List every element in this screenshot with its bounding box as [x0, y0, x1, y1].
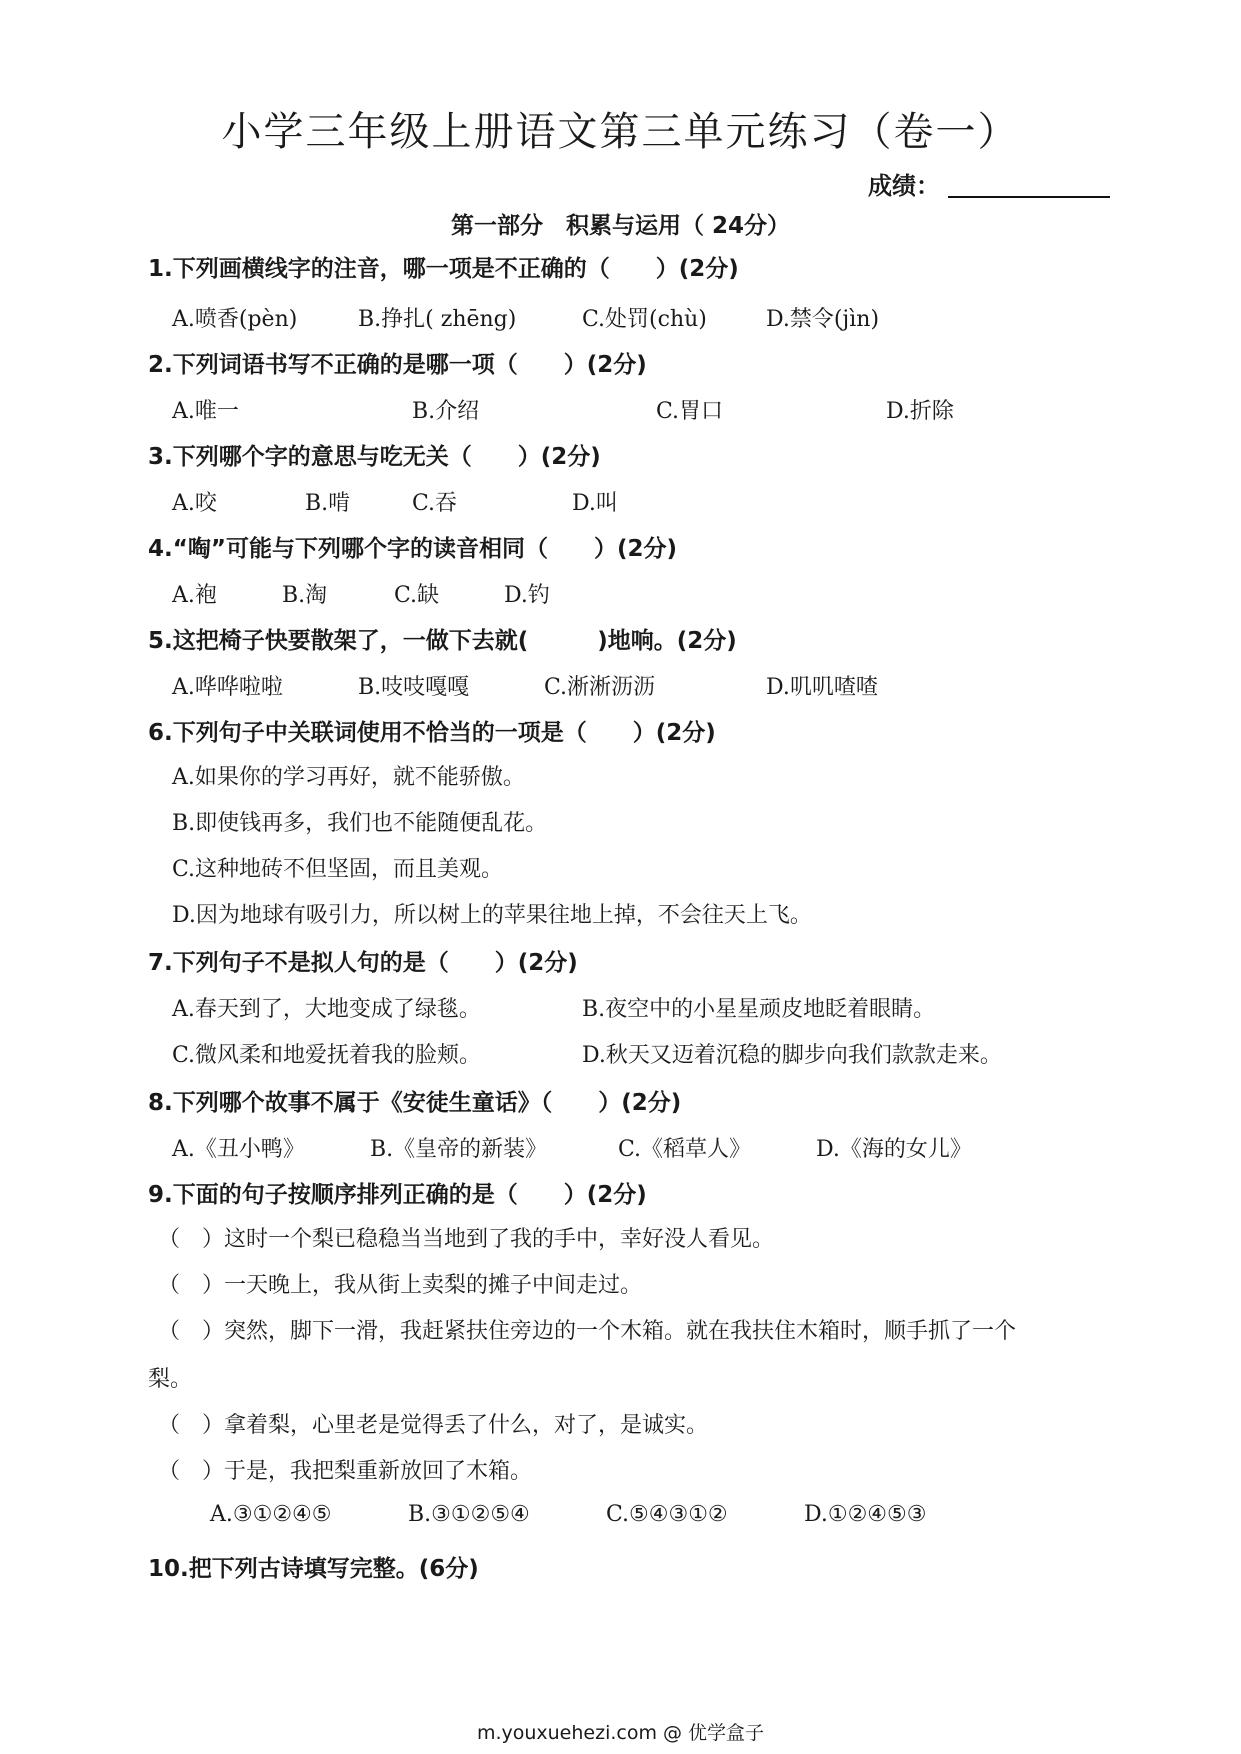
question-7: 7.下列句子不是拟人句的是（ ）(2分): [148, 950, 578, 976]
q2-option-d: D.折除: [886, 399, 954, 424]
score-blank: [948, 196, 1110, 198]
question-5: 5.这把椅子快要散架了，一做下去就( )地响。(2分): [148, 628, 737, 654]
q4-option-a: A.袍: [172, 583, 217, 608]
q1-option-c: C.处罚(chù): [582, 307, 707, 332]
q9-option-c: C.⑤④③①②: [606, 1502, 728, 1527]
q3-option-d: D.叫: [572, 491, 618, 516]
q2-option-a: A.唯一: [172, 399, 239, 424]
q6-option-b: B.即使钱再多，我们也不能随便乱花。: [172, 811, 548, 836]
q8-option-b: B.《皇帝的新装》: [370, 1137, 548, 1162]
q9-sentence-5: （ ）于是，我把梨重新放回了木箱。: [158, 1459, 533, 1484]
question-1: 1.下列画横线字的注音，哪一项是不正确的（ ）(2分): [148, 256, 739, 282]
question-8: 8.下列哪个故事不属于《安徒生童话》（ ）(2分): [148, 1090, 682, 1116]
q9-sentence-3-continued: 梨。: [148, 1367, 193, 1392]
question-4: 4.“啕”可能与下列哪个字的读音相同（ ）(2分): [148, 536, 677, 562]
q5-option-a: A.哗哗啦啦: [172, 675, 283, 700]
q9-sentence-4: （ ）拿着梨，心里老是觉得丢了什么，对了，是诚实。: [158, 1413, 709, 1438]
q8-option-c: C.《稻草人》: [618, 1137, 752, 1162]
question-10: 10.把下列古诗填写完整。(6分): [148, 1556, 479, 1582]
question-2: 2.下列词语书写不正确的是哪一项（ ）(2分): [148, 352, 647, 378]
score-label: 成绩：: [868, 172, 940, 200]
q3-option-c: C.吞: [412, 491, 458, 516]
question-6: 6.下列句子中关联词使用不恰当的一项是（ ）(2分): [148, 720, 716, 746]
q2-option-b: B.介绍: [412, 399, 480, 424]
q3-option-b: B.啃: [305, 491, 351, 516]
q9-sentence-3: （ ）突然，脚下一滑，我赶紧扶住旁边的一个木箱。就在我扶住木箱时，顺手抓了一个: [158, 1319, 1017, 1344]
q9-option-a: A.③①②④⑤: [210, 1502, 332, 1527]
q5-option-d: D.叽叽喳喳: [766, 675, 878, 700]
q9-sentence-1: （ ）这时一个梨已稳稳当当地到了我的手中，幸好没人看见。: [158, 1227, 775, 1252]
section-heading: 第一部分 积累与运用（ 24分）: [450, 213, 790, 239]
q3-option-a: A.咬: [172, 491, 217, 516]
q4-option-c: C.缺: [394, 583, 440, 608]
q7-option-c: C.微风柔和地爱抚着我的脸颊。: [172, 1043, 482, 1068]
q5-option-c: C.淅淅沥沥: [544, 675, 656, 700]
footer-watermark: m.youxuehezi.com @ 优学盒子: [476, 1722, 765, 1744]
q4-option-d: D.钓: [504, 583, 550, 608]
q7-option-a: A.春天到了，大地变成了绿毯。: [172, 997, 481, 1022]
q2-option-c: C.胃口: [656, 399, 724, 424]
q6-option-d: D.因为地球有吸引力，所以树上的苹果往地上掉，不会往天上飞。: [172, 903, 812, 928]
q6-option-a: A.如果你的学习再好，就不能骄傲。: [172, 765, 525, 790]
q4-option-b: B.淘: [282, 583, 328, 608]
q5-option-b: B.吱吱嘎嘎: [358, 675, 470, 700]
question-3: 3.下列哪个字的意思与吃无关（ ）(2分): [148, 444, 601, 470]
q9-option-b: B.③①②⑤④: [408, 1502, 530, 1527]
q6-option-c: C.这种地砖不但坚固，而且美观。: [172, 857, 504, 882]
q1-option-a: A.喷香(pèn): [172, 307, 298, 332]
q1-option-d: D.禁令(jìn): [766, 307, 880, 332]
q8-option-a: A.《丑小鸭》: [172, 1137, 305, 1162]
q9-option-d: D.①②④⑤③: [804, 1502, 927, 1527]
q1-option-b: B.挣扎( zhēng): [358, 307, 517, 332]
q7-option-d: D.秋天又迈着沉稳的脚步向我们款款走来。: [582, 1043, 1002, 1068]
page-title: 小学三年级上册语文第三单元练习（卷一）: [221, 109, 1020, 155]
q7-option-b: B.夜空中的小星星顽皮地眨着眼睛。: [582, 997, 936, 1022]
q9-sentence-2: （ ）一天晚上，我从街上卖梨的摊子中间走过。: [158, 1273, 643, 1298]
q8-option-d: D.《海的女儿》: [816, 1137, 972, 1162]
question-9: 9.下面的句子按顺序排列正确的是（ ）(2分): [148, 1182, 647, 1208]
